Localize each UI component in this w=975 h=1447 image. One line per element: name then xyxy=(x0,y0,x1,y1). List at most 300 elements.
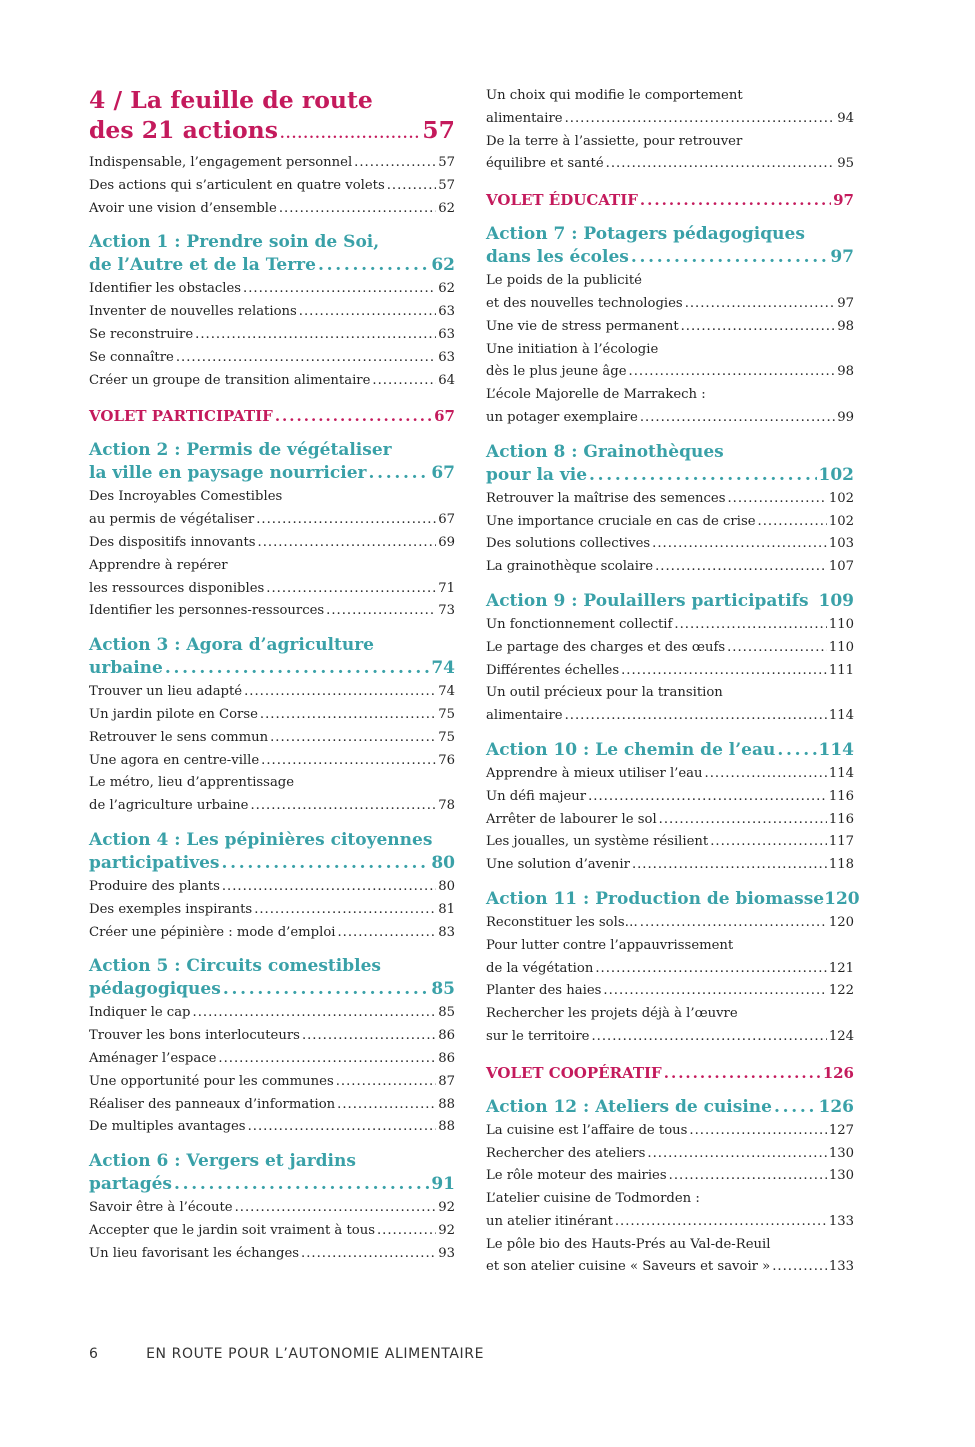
heading-text: pour la vie xyxy=(486,464,588,485)
leader-dots xyxy=(377,1220,436,1243)
leader-dots xyxy=(647,1143,826,1166)
footer-page-number: 6 xyxy=(89,1346,99,1362)
heading-text: partagés xyxy=(89,1174,172,1195)
heading-row xyxy=(486,590,854,613)
entry-text: La grainothèque scolaire xyxy=(486,559,654,575)
heading-line: Action 5 : Circuits comestibles xyxy=(89,956,381,977)
footer-book-title: EN ROUTE POUR L’AUTONOMIE ALIMENTAIRE xyxy=(146,1346,485,1362)
leader-dots xyxy=(664,1062,821,1085)
toc-entry xyxy=(89,175,455,198)
entry-row xyxy=(89,681,455,704)
entry-row xyxy=(89,578,455,601)
entry-row xyxy=(486,1256,854,1279)
page-number: 63 xyxy=(438,349,455,365)
entry-row xyxy=(486,1026,854,1049)
page-number: 124 xyxy=(828,1028,854,1044)
entry-text: Les joualles, un système résilient xyxy=(486,834,709,850)
leader-dots xyxy=(221,852,429,875)
entry-text: Un défi majeur xyxy=(486,788,587,804)
page-number: 122 xyxy=(828,983,854,999)
entry-row xyxy=(486,958,854,981)
entry-text: Créer une pépinière : mode d’emploi xyxy=(89,924,336,940)
leader-dots xyxy=(774,1096,817,1119)
entry-row xyxy=(89,1220,455,1243)
leader-dots xyxy=(372,370,436,393)
page-number: 98 xyxy=(837,364,854,380)
heading-row xyxy=(486,189,854,212)
toc-entry xyxy=(486,935,854,981)
page-number: 86 xyxy=(438,1050,455,1066)
page-number: 97 xyxy=(830,247,854,268)
page-number: 109 xyxy=(818,590,854,611)
entry-text: Des exemples inspirants xyxy=(89,901,253,917)
toc-entry xyxy=(486,85,854,131)
heading-row xyxy=(486,246,854,269)
page-number: 80 xyxy=(438,878,455,894)
entry-text: Trouver un lieu adapté xyxy=(89,684,243,700)
leader-dots xyxy=(254,899,436,922)
leader-dots xyxy=(728,488,827,511)
page-number: 67 xyxy=(438,512,455,528)
leader-dots xyxy=(705,763,827,786)
toc-entry xyxy=(89,486,455,532)
entry-text: un atelier itinérant xyxy=(486,1213,613,1229)
page-number: 94 xyxy=(837,110,854,126)
entry-row xyxy=(89,704,455,727)
leader-dots xyxy=(195,324,436,347)
heading-row xyxy=(486,739,854,762)
page-number: 93 xyxy=(438,1245,455,1261)
action-heading xyxy=(89,829,455,875)
leader-dots xyxy=(631,246,828,269)
entry-row xyxy=(89,750,455,773)
action-heading xyxy=(486,888,860,911)
page-number: 127 xyxy=(828,1122,854,1138)
entry-row xyxy=(89,175,455,198)
page-number: 80 xyxy=(431,852,455,873)
page-number: 63 xyxy=(438,304,455,320)
page-number: 92 xyxy=(438,1200,455,1216)
heading-line: Action 6 : Vergers et jardins xyxy=(89,1151,356,1172)
entry-text: Une opportunité pour les communes xyxy=(89,1073,334,1089)
entry-row xyxy=(486,660,854,683)
entry-text: Une vie de stress permanent xyxy=(486,318,679,334)
toc-entry xyxy=(89,704,455,727)
leader-dots xyxy=(256,509,436,532)
toc-entry xyxy=(486,270,854,316)
action-heading xyxy=(89,439,455,485)
leader-dots xyxy=(299,301,436,324)
volet-heading xyxy=(486,1062,854,1085)
entry-line: Un outil précieux pour la transition xyxy=(486,685,723,701)
entry-row xyxy=(89,899,455,922)
entry-text: Retrouver la maîtrise des semences xyxy=(486,490,726,506)
leader-dots xyxy=(615,1211,827,1234)
page-number: 78 xyxy=(438,798,455,814)
entry-text: La cuisine est l’affaire de tous xyxy=(486,1122,688,1138)
entry-row xyxy=(486,153,854,176)
entry-row xyxy=(486,316,854,339)
leader-dots xyxy=(603,980,826,1003)
entry-text: alimentaire xyxy=(486,110,563,126)
leader-dots xyxy=(275,405,432,428)
heading-row xyxy=(89,254,455,277)
page-number: 63 xyxy=(438,326,455,342)
entry-row xyxy=(89,1071,455,1094)
page-number: 114 xyxy=(828,765,854,781)
toc-entry xyxy=(89,876,455,899)
entry-text: alimentaire xyxy=(486,708,563,724)
leader-dots xyxy=(629,361,836,384)
leader-dots xyxy=(589,464,816,487)
entry-text: Arrêter de labourer le sol xyxy=(486,811,657,827)
entry-text: Un lieu favorisant les échanges xyxy=(89,1245,300,1261)
toc-column-right xyxy=(486,85,860,1279)
page-number: 62 xyxy=(438,281,455,297)
toc-entry xyxy=(89,370,455,393)
page-number: 67 xyxy=(431,463,455,484)
page-number: 76 xyxy=(438,752,455,768)
page-number: 57 xyxy=(422,116,455,144)
entry-row xyxy=(486,1143,854,1166)
entry-row xyxy=(89,532,455,555)
entry-row xyxy=(89,324,455,347)
leader-dots xyxy=(336,1071,437,1094)
page-number: 74 xyxy=(431,658,455,679)
page-number: 85 xyxy=(431,979,455,1000)
leader-dots xyxy=(652,533,827,556)
entry-line: Le métro, lieu d’apprentissage xyxy=(89,775,295,791)
entry-row xyxy=(89,1243,455,1266)
entry-row xyxy=(486,912,854,935)
leader-dots xyxy=(279,198,436,221)
page-number: 114 xyxy=(828,708,854,724)
leader-dots xyxy=(270,727,436,750)
heading-text: urbaine xyxy=(89,658,163,679)
entry-row xyxy=(89,347,455,370)
toc-entry xyxy=(486,809,854,832)
entry-row xyxy=(89,198,455,221)
toc-entry xyxy=(89,600,455,623)
heading-line: Action 1 : Prendre soin de Soi, xyxy=(89,232,380,253)
leader-dots xyxy=(387,175,436,198)
heading-text: Action 11 : Production de biomasse xyxy=(486,888,825,909)
entry-text: Planter des haies xyxy=(486,983,602,999)
toc-entry xyxy=(486,1143,854,1166)
leader-dots xyxy=(243,278,436,301)
heading-row xyxy=(89,115,455,150)
leader-dots xyxy=(777,739,816,762)
leader-dots xyxy=(165,657,429,680)
leader-dots xyxy=(318,254,429,277)
entry-row xyxy=(89,727,455,750)
page-number: 110 xyxy=(828,639,854,655)
page-number: 64 xyxy=(438,372,455,388)
action-heading xyxy=(486,739,854,762)
entry-text: Indiquer le cap xyxy=(89,1005,191,1021)
entry-text: Avoir une vision d’ensemble xyxy=(89,200,277,216)
page-number: 118 xyxy=(828,857,854,873)
leader-dots xyxy=(222,876,436,899)
toc-entry xyxy=(486,763,854,786)
leader-dots xyxy=(685,293,836,316)
toc-entry xyxy=(486,682,854,728)
entry-row xyxy=(486,1120,854,1143)
page-number: 111 xyxy=(828,662,854,678)
page-number: 73 xyxy=(438,603,455,619)
leader-dots xyxy=(674,614,826,637)
toc-entry xyxy=(89,1094,455,1117)
entry-text: Identifier les obstacles xyxy=(89,281,242,297)
heading-line: Action 8 : Grainothèques xyxy=(486,441,724,462)
toc-entry xyxy=(486,511,854,534)
action-heading xyxy=(486,1096,854,1119)
page-number: 57 xyxy=(438,177,455,193)
action-heading xyxy=(486,590,854,613)
page-number: 120 xyxy=(824,888,860,909)
entry-row xyxy=(486,293,854,316)
leader-dots xyxy=(244,681,436,704)
leader-dots xyxy=(337,922,436,945)
entry-text: Aménager l’espace xyxy=(89,1050,217,1066)
heading-line: Action 3 : Agora d’agriculture xyxy=(89,635,374,656)
heading-row xyxy=(89,1173,455,1196)
heading-text: Action 10 : Le chemin de l’eau xyxy=(486,739,776,760)
entry-row xyxy=(89,1197,455,1220)
heading-text: de l’Autre et de la Terre xyxy=(89,255,316,276)
leader-dots xyxy=(248,1116,437,1139)
page-number: 88 xyxy=(438,1119,455,1135)
page-number: 97 xyxy=(837,295,854,311)
entry-text: Reconstituer les sols… xyxy=(486,914,638,930)
page-number: 117 xyxy=(828,834,854,850)
entry-text: Trouver les bons interlocuteurs xyxy=(89,1028,300,1044)
entry-line: De la terre à l’assiette, pour retrouver xyxy=(486,133,743,149)
page-number: 95 xyxy=(837,156,854,172)
entry-text: Retrouver le sens commun xyxy=(89,729,269,745)
entry-line: Le poids de la publicité xyxy=(486,273,642,289)
toc-entry xyxy=(486,131,854,177)
entry-row xyxy=(89,509,455,532)
leader-dots xyxy=(588,786,827,809)
heading-line: Action 4 : Les pépinières citoyennes xyxy=(89,829,433,850)
entry-text: Se connaître xyxy=(89,349,174,365)
heading-text: Action 12 : Ateliers de cuisine xyxy=(486,1096,772,1117)
entry-text: un potager exemplaire xyxy=(486,409,638,425)
entry-row xyxy=(486,533,854,556)
toc-entry xyxy=(486,556,854,579)
entry-text: de l’agriculture urbaine xyxy=(89,798,249,814)
entry-row xyxy=(486,763,854,786)
page-number: 130 xyxy=(828,1168,854,1184)
entry-line: Pour lutter contre l’appauvrissement xyxy=(486,937,734,953)
leader-dots xyxy=(261,750,436,773)
entry-row xyxy=(486,786,854,809)
toc-entry xyxy=(486,1003,854,1049)
leader-dots xyxy=(632,854,827,877)
entry-row xyxy=(486,1211,854,1234)
leader-dots xyxy=(235,1197,437,1220)
entry-text: équilibre et santé xyxy=(486,156,604,172)
page-number: 69 xyxy=(438,534,455,550)
entry-text: de la végétation xyxy=(486,960,594,976)
toc-entry xyxy=(89,1243,455,1266)
entry-text: Savoir être à l’écoute xyxy=(89,1200,233,1216)
leader-dots xyxy=(606,153,836,176)
entry-line: Un choix qui modifie le comportement xyxy=(486,88,743,103)
toc-entry xyxy=(89,899,455,922)
entry-text: Rechercher des ateliers xyxy=(486,1145,646,1161)
toc-entry xyxy=(89,727,455,750)
entry-row xyxy=(89,370,455,393)
entry-text: Indispensable, l’engagement personnel xyxy=(89,155,353,170)
page-number: 116 xyxy=(828,811,854,827)
page-number: 102 xyxy=(828,513,854,529)
toc-entry xyxy=(89,1071,455,1094)
page-number: 114 xyxy=(818,739,854,760)
entry-text: Se reconstruire xyxy=(89,326,194,342)
page-number: 57 xyxy=(438,155,455,170)
leader-dots xyxy=(640,189,831,212)
heading-text: VOLET ÉDUCATIF xyxy=(486,191,638,210)
page-number: 120 xyxy=(828,914,854,930)
heading-text: des 21 actions xyxy=(89,116,278,144)
entry-row xyxy=(486,854,854,877)
toc-entry xyxy=(486,339,854,385)
page-number: 102 xyxy=(818,464,854,485)
toc-entry xyxy=(89,152,455,175)
entry-row xyxy=(486,831,854,854)
page-number: 91 xyxy=(431,1174,455,1195)
page-number: 75 xyxy=(438,729,455,745)
toc-entry xyxy=(486,854,854,877)
entry-row xyxy=(486,556,854,579)
entry-line: Apprendre à repérer xyxy=(89,557,228,573)
toc-entry xyxy=(89,1002,455,1025)
action-heading xyxy=(89,1150,455,1196)
chapter-heading xyxy=(89,85,455,150)
leader-dots xyxy=(193,1002,437,1025)
toc-entry xyxy=(89,347,455,370)
leader-dots xyxy=(727,637,827,660)
heading-row xyxy=(89,462,455,485)
leader-dots xyxy=(710,831,827,854)
entry-row xyxy=(486,1165,854,1188)
toc-entry xyxy=(89,1048,455,1071)
page-number: 107 xyxy=(828,559,854,575)
leader-dots xyxy=(260,704,436,727)
action-heading xyxy=(486,441,854,487)
page-number: 99 xyxy=(837,409,854,425)
entry-text: dès le plus jeune âge xyxy=(486,364,627,380)
page-number: 86 xyxy=(438,1028,455,1044)
entry-line: Des Incroyables Comestibles xyxy=(89,489,283,505)
entry-text: Une solution d’avenir xyxy=(486,857,630,873)
entry-row xyxy=(486,614,854,637)
toc-entry xyxy=(89,1116,455,1139)
leader-dots xyxy=(669,1165,827,1188)
entry-row xyxy=(89,1116,455,1139)
entry-line: Rechercher les projets déjà à l’œuvre xyxy=(486,1006,738,1022)
toc-entry xyxy=(89,198,455,221)
toc-entry xyxy=(89,301,455,324)
action-heading xyxy=(89,634,455,680)
leader-dots xyxy=(565,108,836,131)
heading-line: 4 / La feuille de route xyxy=(89,86,373,114)
heading-row xyxy=(89,978,455,1001)
entry-row xyxy=(89,876,455,899)
entry-row xyxy=(486,511,854,534)
entry-text: Créer un groupe de transition alimentaire xyxy=(89,372,371,388)
page-number: 83 xyxy=(438,924,455,940)
toc-entry xyxy=(486,384,854,430)
page-number: 62 xyxy=(438,200,455,216)
entry-row xyxy=(89,152,455,175)
page-number: 116 xyxy=(828,788,854,804)
toc-entry xyxy=(486,488,854,511)
toc-entry xyxy=(89,750,455,773)
page-number: 62 xyxy=(431,255,455,276)
entry-line: Le pôle bio des Hauts-Prés au Val-de-Reuil xyxy=(486,1236,771,1252)
page-number: 133 xyxy=(828,1259,854,1275)
page-number: 81 xyxy=(438,901,455,917)
entry-text: Accepter que le jardin soit vraiment à tous xyxy=(89,1222,375,1238)
entry-line: L’école Majorelle de Marrakech : xyxy=(486,387,706,403)
page-number: 126 xyxy=(822,1063,854,1082)
entry-text: Le rôle moteur des mairies xyxy=(486,1168,667,1184)
entry-text: Des actions qui s’articulent en quatre volets xyxy=(89,177,385,193)
entry-text: Un jardin pilote en Corse xyxy=(89,706,258,722)
entry-row xyxy=(486,108,854,131)
leader-dots xyxy=(681,316,836,339)
action-heading xyxy=(486,223,854,269)
leader-dots xyxy=(280,120,420,150)
entry-text: Apprendre à mieux utiliser l’eau xyxy=(486,765,703,781)
entry-text: Inventer de nouvelles relations xyxy=(89,304,297,320)
page-number: 75 xyxy=(438,706,455,722)
toc-entry xyxy=(486,1188,854,1234)
page-number: 85 xyxy=(438,1005,455,1021)
heading-text: Action 9 : Poulaillers participatifs xyxy=(486,590,809,611)
toc-entry xyxy=(486,614,854,637)
entry-row xyxy=(486,488,854,511)
toc-entry xyxy=(486,980,854,1003)
entry-row xyxy=(486,809,854,832)
entry-text: Un fonctionnement collectif xyxy=(486,616,673,632)
page-number: 102 xyxy=(828,490,854,506)
leader-dots xyxy=(174,1173,429,1196)
toc-column-left xyxy=(89,85,455,1266)
heading-text: VOLET COOPÉRATIF xyxy=(486,1063,662,1082)
toc-entry xyxy=(89,532,455,555)
entry-row xyxy=(89,1002,455,1025)
volet-heading xyxy=(486,189,854,212)
leader-dots xyxy=(266,578,436,601)
leader-dots xyxy=(218,1048,436,1071)
leader-dots xyxy=(368,462,429,485)
entry-text: et des nouvelles technologies xyxy=(486,295,683,311)
toc-entry xyxy=(486,660,854,683)
leader-dots xyxy=(565,705,827,728)
heading-text: participatives xyxy=(89,852,220,873)
leader-dots xyxy=(250,795,436,818)
leader-dots xyxy=(595,958,827,981)
toc-entry xyxy=(89,1025,455,1048)
heading-row xyxy=(89,852,455,875)
toc-entry xyxy=(486,831,854,854)
heading-line: Action 7 : Potagers pédagogiques xyxy=(486,224,805,245)
leader-dots xyxy=(640,407,835,430)
